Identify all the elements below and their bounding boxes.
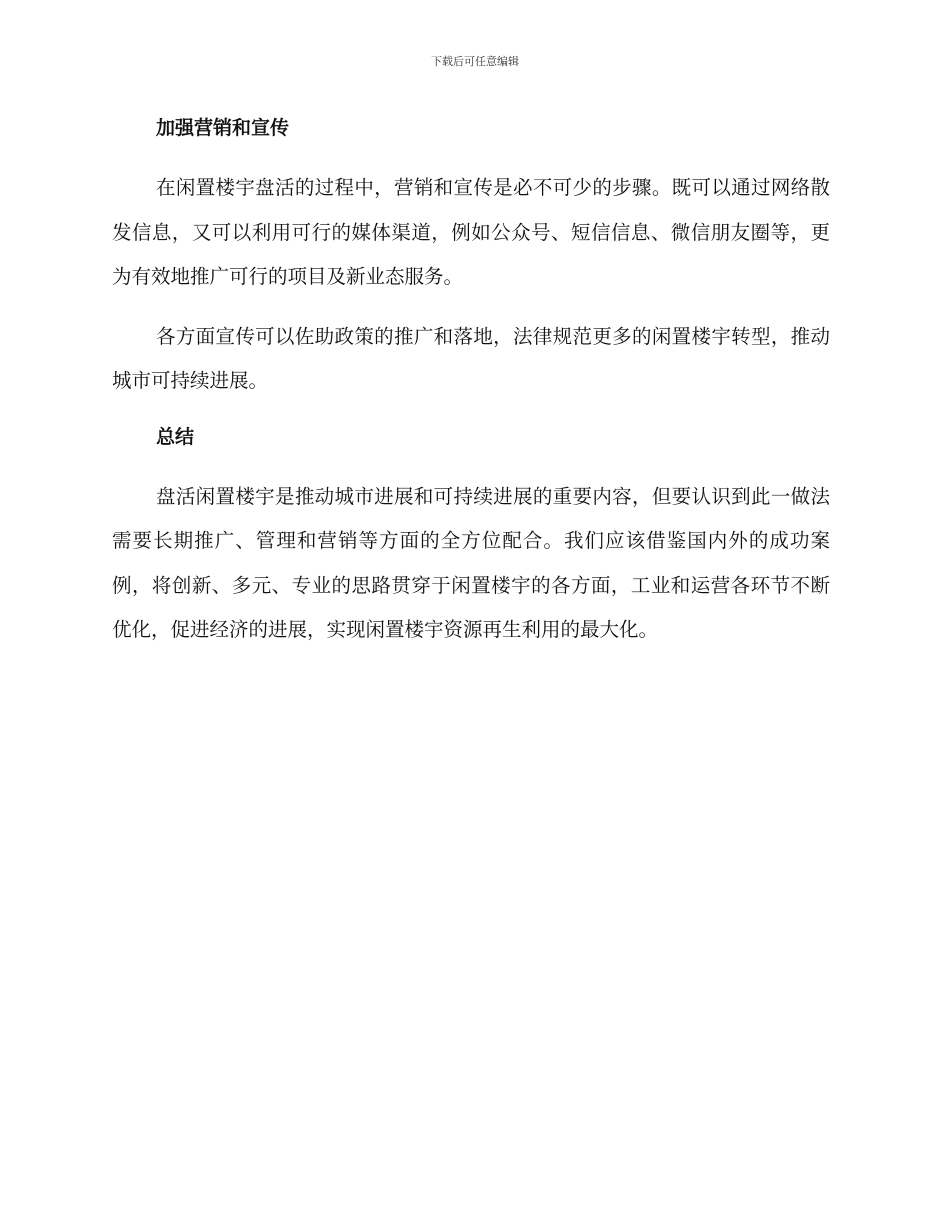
paragraph-marketing-1: 在闲置楼宇盘活的过程中，营销和宣传是必不可少的步骤。既可以通过网络散发信息，又可以利用可行的媒体渠道，例如公众号、短信信息、微信朋友圈等，更为有效地推广可行的项目及新业态服务。 <box>112 176 830 288</box>
paragraph-marketing-2: 各方面宣传可以佐助政策的推广和落地，法律规范更多的闲置楼宇转型，推动城市可持续进展。 <box>112 324 830 392</box>
document-body <box>112 110 830 668</box>
section-heading-marketing: 加强营销和宣传 <box>156 117 290 139</box>
paragraph-summary-1: 盘活闲置楼宇是推动城市进展和可持续进展的重要内容，但要认识到此一做法需要长期推广、管理和营销等方面的全方位配合。我们应该借鉴国内外的成功案例，将创新、多元、专业的思路贯穿于闲置楼宇的各方面，工业和运营各环节不断优化，促进经济的进展，实现闲置楼宇资源再生利用的最大化。 <box>112 484 830 641</box>
section-heading-summary: 总结 <box>156 425 195 448</box>
page-header: 下载后可任意编辑 <box>431 55 519 68</box>
